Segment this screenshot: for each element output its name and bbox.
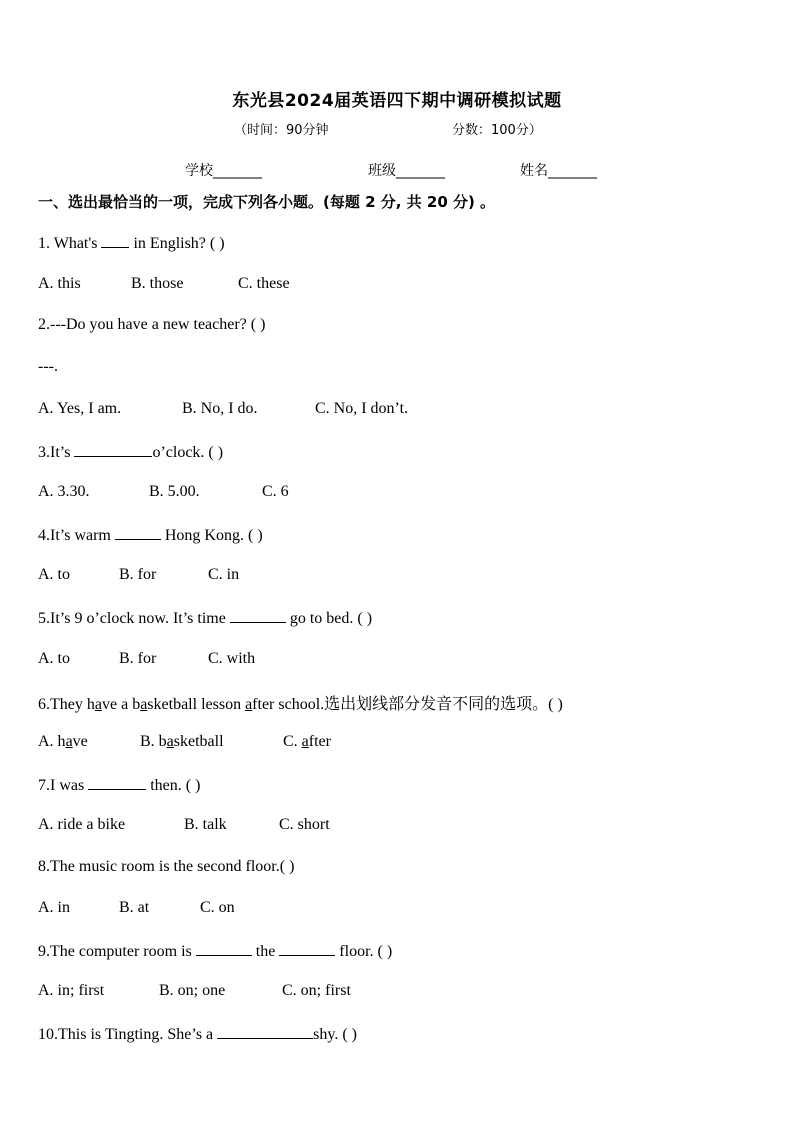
option-b: B. 5.00.	[149, 483, 200, 500]
question-8: 8.The music room is the second floor.( )	[38, 858, 295, 875]
question-8-options	[38, 899, 235, 917]
question-6-options	[38, 733, 331, 751]
answer-blank	[196, 941, 252, 956]
section-heading: 一、选出最恰当的一项，完成下列各小题。(每题 2 分, 共 20 分) 。	[38, 193, 496, 211]
answer-blank	[230, 608, 286, 623]
question-4: 4.It’s warm Hong Kong. ( )	[38, 527, 263, 544]
total-score: 分数：100分）	[452, 123, 542, 138]
underlined-letter: a	[245, 696, 253, 713]
answer-blank	[88, 775, 146, 790]
option-b: B. basketball	[140, 733, 224, 750]
option-c: C. No, I don’t.	[315, 400, 409, 417]
option-c: C. in	[208, 566, 240, 583]
option-b: B. talk	[184, 816, 227, 833]
question-2-options	[38, 400, 408, 418]
option-a: A. Yes, I am.	[38, 400, 122, 417]
school-field: 学校_______	[185, 163, 262, 179]
question-9-options	[38, 982, 351, 1000]
question-1-options	[38, 275, 290, 293]
option-a: A. this	[38, 275, 81, 292]
option-b: B. for	[119, 566, 157, 583]
question-5: 5.It’s 9 o’clock now. It’s time go to bed. ( )	[38, 610, 373, 627]
option-c: C. with	[208, 650, 256, 667]
question-6: 6.They have a basketball lesson after school.选出划线部分发音不同的选项。( )	[38, 696, 563, 713]
answer-blank	[279, 941, 335, 956]
option-b: B. for	[119, 650, 157, 667]
option-c: C. short	[279, 816, 330, 833]
option-c: C. after	[283, 733, 331, 750]
question-4-options	[38, 566, 239, 584]
answer-blank	[115, 525, 161, 540]
option-a: A. have	[38, 733, 88, 750]
question-7: 7.I was then. ( )	[38, 777, 201, 794]
question-2-answer-line: ---.	[38, 358, 58, 375]
option-a: A. 3.30.	[38, 483, 90, 500]
option-c: C. on; first	[282, 982, 351, 999]
question-10: 10.This is Tingting. She’s a shy. ( )	[38, 1026, 357, 1043]
option-c: C. these	[238, 275, 290, 292]
underlined-letter: a	[140, 696, 148, 713]
page-title: 东光县2024届英语四下期中调研模拟试题	[232, 91, 562, 111]
question-1: 1. What's in English? ( )	[38, 235, 225, 252]
question-5-options	[38, 650, 255, 668]
exam-meta	[234, 119, 594, 138]
option-b: B. on; one	[159, 982, 226, 999]
name-field: 姓名_______	[520, 163, 597, 179]
time-limit: （时间：90分钟	[234, 123, 329, 138]
question-3-options	[38, 483, 289, 501]
question-3: 3.It’s o’clock. ( )	[38, 444, 224, 461]
question-9: 9.The computer room is the floor. ( )	[38, 943, 393, 960]
option-b: B. No, I do.	[182, 400, 258, 417]
option-a: A. in; first	[38, 982, 105, 999]
answer-blank	[101, 233, 129, 248]
answer-blank	[217, 1024, 313, 1039]
class-field: 班级_______	[368, 163, 445, 179]
question-2: 2.---Do you have a new teacher? ( )	[38, 316, 266, 333]
answer-blank	[74, 442, 152, 457]
option-a: A. to	[38, 566, 70, 583]
option-b: B. at	[119, 899, 150, 916]
underlined-letter: a	[94, 696, 102, 713]
option-a: A. ride a bike	[38, 816, 126, 833]
option-a: A. in	[38, 899, 70, 916]
option-a: A. to	[38, 650, 70, 667]
option-b: B. those	[131, 275, 184, 292]
question-7-options	[38, 816, 330, 834]
option-c: C. 6	[262, 483, 289, 500]
option-c: C. on	[200, 899, 235, 916]
